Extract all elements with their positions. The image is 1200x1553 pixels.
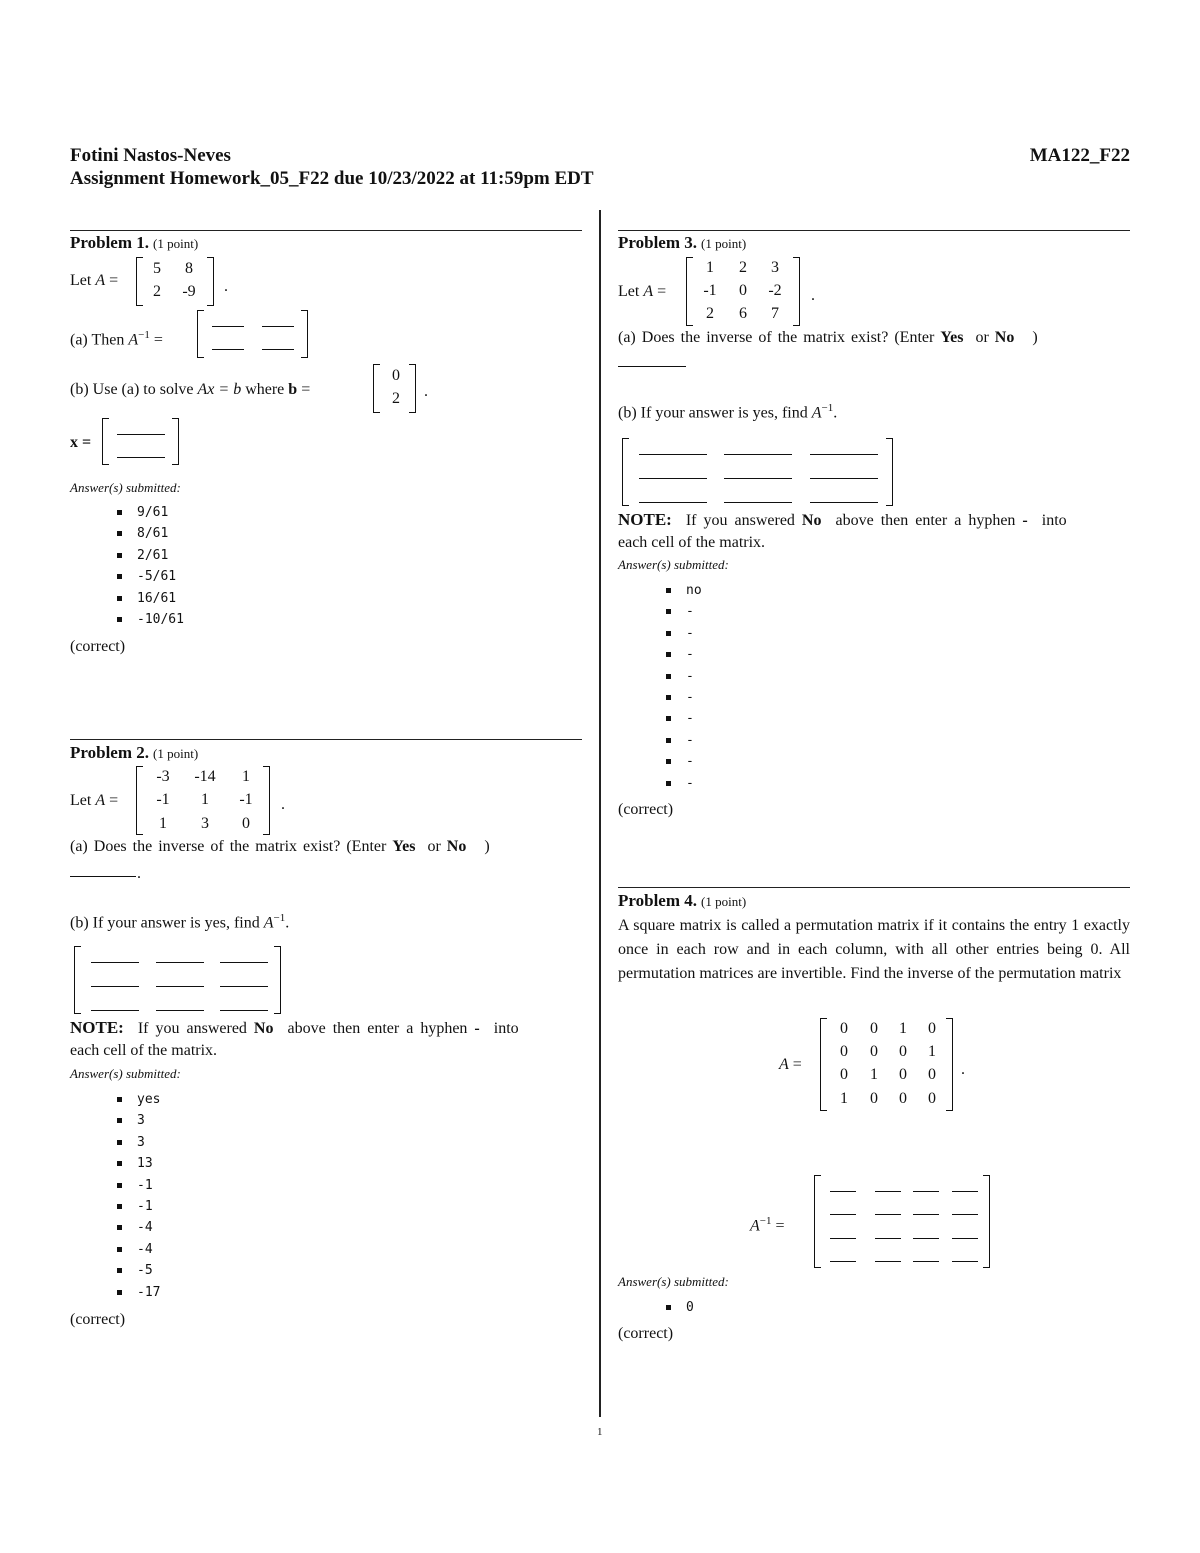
list-item: -1 xyxy=(117,1196,160,1217)
answer-blank[interactable] xyxy=(212,349,244,350)
problem-2-heading xyxy=(70,743,198,764)
matrix-cell: 0 xyxy=(899,1043,907,1060)
list-item: -1 xyxy=(117,1175,160,1196)
matrix-cell: 1 xyxy=(870,1066,878,1083)
answer-blank[interactable] xyxy=(220,1010,268,1011)
left-bracket xyxy=(102,418,109,465)
note-line-1: NOTE: If you answered No above then enter a hyphen - into xyxy=(618,510,1067,529)
answer-blank[interactable] xyxy=(91,1010,139,1011)
answer-blank[interactable] xyxy=(830,1261,856,1262)
list-item: - xyxy=(666,601,702,622)
answer-blank[interactable] xyxy=(156,1010,204,1011)
answer-blank[interactable] xyxy=(70,876,136,877)
list-item: 13 xyxy=(117,1153,160,1174)
problem-3-heading xyxy=(618,233,746,254)
period: . xyxy=(224,278,228,295)
answer-blank[interactable] xyxy=(156,986,204,987)
answer-blank[interactable] xyxy=(810,478,878,479)
student-name: Fotini Nastos-Neves xyxy=(70,145,231,166)
points: (1 point) xyxy=(701,894,747,909)
answer-blank[interactable] xyxy=(875,1191,901,1192)
problem-title: Problem 3. xyxy=(618,233,698,252)
right-bracket xyxy=(263,766,270,835)
list-item: -10/61 xyxy=(117,609,184,630)
matrix-cell: -9 xyxy=(182,283,196,300)
matrix-cell: 2 xyxy=(706,305,714,322)
a-inverse-label: $A^{-1}$ = xyxy=(750,1215,785,1235)
answer-blank[interactable] xyxy=(952,1214,978,1215)
status-correct: (correct) xyxy=(70,638,126,655)
list-item: - xyxy=(666,773,702,794)
matrix-cell: 1 xyxy=(928,1043,936,1060)
answer-blank[interactable] xyxy=(875,1238,901,1239)
vector-cell: 2 xyxy=(392,390,400,407)
list-item: -5/61 xyxy=(117,566,184,587)
answer-list xyxy=(666,580,702,794)
answer-blank[interactable] xyxy=(262,326,294,327)
matrix-cell: 1 xyxy=(840,1090,848,1107)
answers-submitted-label: Answer(s) submitted: xyxy=(70,1066,181,1081)
matrix-cell: 8 xyxy=(185,260,193,277)
period: . xyxy=(961,1061,965,1078)
right-bracket xyxy=(301,310,308,358)
course-code: MA122_F22 xyxy=(1029,145,1130,166)
answer-blank[interactable] xyxy=(724,502,792,503)
answer-blank[interactable] xyxy=(830,1238,856,1239)
status-correct: (correct) xyxy=(70,1311,126,1328)
left-bracket xyxy=(197,310,204,358)
matrix-cell: 0 xyxy=(870,1020,878,1037)
answer-blank[interactable] xyxy=(875,1261,901,1262)
right-bracket xyxy=(207,257,214,306)
answer-blank[interactable] xyxy=(830,1191,856,1192)
problem-2-rule xyxy=(70,739,582,740)
list-item: - xyxy=(666,687,702,708)
list-item: 8/61 xyxy=(117,523,184,544)
matrix-cell: 6 xyxy=(739,305,747,322)
part-b-label: (b) Use (a) to solve Ax = b where b = xyxy=(70,381,311,398)
part-a-question: (a) Does the inverse of the matrix exist? (Enter Yes or No ) xyxy=(618,329,1038,346)
answer-blank[interactable] xyxy=(117,457,165,458)
page-number: 1 xyxy=(597,1426,603,1438)
matrix-cell: 0 xyxy=(928,1066,936,1083)
period: . xyxy=(811,287,815,304)
matrix-cell: 0 xyxy=(840,1043,848,1060)
problem-3-rule xyxy=(618,230,1130,231)
left-bracket xyxy=(74,946,81,1014)
answer-list xyxy=(117,502,184,630)
list-item: 16/61 xyxy=(117,588,184,609)
matrix-cell: 0 xyxy=(899,1066,907,1083)
matrix-cell: 7 xyxy=(771,305,779,322)
matrix-cell: -1 xyxy=(156,791,170,808)
problem-1-rule xyxy=(70,230,582,231)
problem-title: Problem 4. xyxy=(618,891,698,910)
answer-blank[interactable] xyxy=(810,454,878,455)
answer-blank[interactable] xyxy=(913,1261,939,1262)
note-line-2: each cell of the matrix. xyxy=(618,534,766,551)
list-item: yes xyxy=(117,1089,160,1110)
matrix-cell: 2 xyxy=(153,283,161,300)
problem-title: Problem 1. xyxy=(70,233,150,252)
vector-cell: 0 xyxy=(392,367,400,384)
list-item: 3 xyxy=(117,1132,160,1153)
points: (1 point) xyxy=(701,236,747,251)
part-b-label: (b) If your answer is yes, find $A^{-1}$. xyxy=(618,402,838,422)
answer-blank[interactable] xyxy=(639,502,707,503)
matrix-cell: 1 xyxy=(242,768,250,785)
list-item: - xyxy=(666,708,702,729)
matrix-cell: 0 xyxy=(928,1090,936,1107)
answer-blank[interactable] xyxy=(875,1214,901,1215)
answer-blank[interactable] xyxy=(952,1238,978,1239)
matrix-cell: 3 xyxy=(201,815,209,832)
points: (1 point) xyxy=(153,236,199,251)
part-a-question: (a) Does the inverse of the matrix exist? (Enter Yes or No ) xyxy=(70,838,490,855)
list-item: -4 xyxy=(117,1239,160,1260)
let-a-label: Let A = xyxy=(618,283,667,300)
right-bracket xyxy=(274,946,281,1014)
answer-blank[interactable] xyxy=(639,454,707,455)
matrix-cell: 0 xyxy=(840,1020,848,1037)
answer-blank[interactable] xyxy=(830,1214,856,1215)
matrix-cell: 0 xyxy=(242,815,250,832)
matrix-cell: 1 xyxy=(899,1020,907,1037)
left-bracket xyxy=(136,257,143,306)
list-item: 2/61 xyxy=(117,545,184,566)
matrix-cell: -14 xyxy=(194,768,216,785)
problem-4-heading xyxy=(618,891,746,912)
status-correct: (correct) xyxy=(618,1325,674,1342)
matrix-cell: 0 xyxy=(870,1043,878,1060)
answer-blank[interactable] xyxy=(724,478,792,479)
period: . xyxy=(424,383,428,400)
answer-blank[interactable] xyxy=(618,366,686,367)
answer-blank[interactable] xyxy=(639,478,707,479)
note-line-2: each cell of the matrix. xyxy=(70,1042,218,1059)
answer-list xyxy=(117,1089,160,1303)
right-bracket xyxy=(793,257,800,326)
status-correct: (correct) xyxy=(618,801,674,818)
answers-submitted-label: Answer(s) submitted: xyxy=(618,1274,729,1289)
matrix-cell: 1 xyxy=(706,259,714,276)
let-a-label: Let A = xyxy=(70,272,119,289)
left-bracket xyxy=(814,1175,821,1268)
left-bracket xyxy=(820,1018,827,1111)
answers-submitted-label: Answer(s) submitted: xyxy=(618,557,729,572)
points: (1 point) xyxy=(153,746,199,761)
answer-blank[interactable] xyxy=(220,986,268,987)
a-equals-label: A = xyxy=(779,1056,802,1073)
answer-blank[interactable] xyxy=(212,326,244,327)
matrix-cell: 0 xyxy=(899,1090,907,1107)
list-item: -4 xyxy=(117,1217,160,1238)
matrix-cell: 0 xyxy=(739,282,747,299)
problem-4-rule xyxy=(618,887,1130,888)
matrix-cell: 2 xyxy=(739,259,747,276)
list-item: - xyxy=(666,751,702,772)
matrix-cell: -1 xyxy=(703,282,717,299)
list-item: - xyxy=(666,666,702,687)
answers-submitted-label: Answer(s) submitted: xyxy=(70,480,181,495)
matrix-cell: 0 xyxy=(840,1066,848,1083)
answer-blank[interactable] xyxy=(913,1191,939,1192)
answer-blank[interactable] xyxy=(913,1214,939,1215)
matrix-cell: 5 xyxy=(153,260,161,277)
matrix-cell: 0 xyxy=(928,1020,936,1037)
problem-1-heading xyxy=(70,233,198,254)
left-bracket xyxy=(136,766,143,835)
answer-blank[interactable] xyxy=(913,1238,939,1239)
answer-blank[interactable] xyxy=(91,986,139,987)
matrix-cell: 1 xyxy=(159,815,167,832)
list-item: - xyxy=(666,623,702,644)
left-bracket xyxy=(686,257,693,326)
list-item: -17 xyxy=(117,1282,160,1303)
left-bracket xyxy=(622,438,629,506)
right-bracket xyxy=(983,1175,990,1268)
list-item: 3 xyxy=(117,1110,160,1131)
list-item: no xyxy=(666,580,702,601)
answer-blank[interactable] xyxy=(952,1261,978,1262)
list-item: - xyxy=(666,644,702,665)
left-bracket xyxy=(373,364,380,413)
matrix-cell: 0 xyxy=(870,1090,878,1107)
note-line-1: NOTE: If you answered No above then enter a hyphen - into xyxy=(70,1018,519,1037)
let-a-label: Let A = xyxy=(70,792,119,809)
answer-blank[interactable] xyxy=(156,962,204,963)
right-bracket xyxy=(172,418,179,465)
matrix-cell: 3 xyxy=(771,259,779,276)
period: . xyxy=(281,796,285,813)
x-label: x = xyxy=(70,434,92,451)
column-divider xyxy=(599,210,601,1417)
answer-blank[interactable] xyxy=(810,502,878,503)
answer-blank[interactable] xyxy=(262,349,294,350)
answer-blank[interactable] xyxy=(91,962,139,963)
matrix-cell: 1 xyxy=(201,791,209,808)
answer-blank[interactable] xyxy=(724,454,792,455)
answer-blank[interactable] xyxy=(952,1191,978,1192)
part-b-label: (b) If your answer is yes, find $A^{-1}$. xyxy=(70,912,290,932)
assignment-title: Assignment Homework_05_F22 due 10/23/2022 at 11:59pm EDT xyxy=(70,168,594,189)
right-bracket xyxy=(886,438,893,506)
matrix-cell: -2 xyxy=(768,282,782,299)
problem-text: A square matrix is called a permutation matrix if it contains the entry 1 exactly once in each row and in each column, with all other entries being 0. All permutation matrices are invertible. Find the inverse of the permutation matrix xyxy=(618,917,1130,982)
list-item: 0 xyxy=(666,1297,694,1318)
list-item: -5 xyxy=(117,1260,160,1281)
matrix-cell: -3 xyxy=(156,768,170,785)
period: . xyxy=(137,865,141,882)
right-bracket xyxy=(409,364,416,413)
list-item: - xyxy=(666,730,702,751)
matrix-cell: -1 xyxy=(239,791,253,808)
answer-blank[interactable] xyxy=(220,962,268,963)
answer-list xyxy=(666,1297,694,1318)
problem-title: Problem 2. xyxy=(70,743,150,762)
right-bracket xyxy=(946,1018,953,1111)
list-item: 9/61 xyxy=(117,502,184,523)
part-a-label: (a) Then $A^{-1}$ = xyxy=(70,329,163,349)
answer-blank[interactable] xyxy=(117,434,165,435)
